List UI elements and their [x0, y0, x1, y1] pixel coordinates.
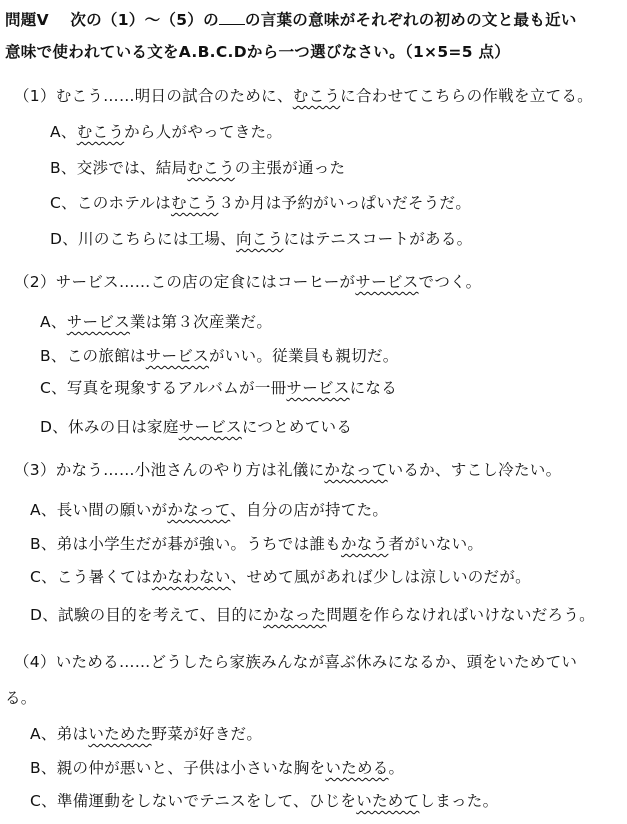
question-2-option-b: B、この旅館はサービスがいい。従業員も親切だ。 — [40, 347, 399, 365]
question-2-option-a: A、サービス業は第３次産業だ。 — [40, 313, 273, 331]
question-4-stem-continued: る。 — [5, 689, 37, 707]
question-1-option-d: D、川のこちらには工場、向こうにはテニスコートがある。 — [50, 230, 473, 248]
question-1-option-a: A、むこうから人がやってきた。 — [50, 123, 283, 141]
question-3-option-b: B、弟は小学生だが碁が強い。うちでは誰もかなう者がいない。 — [30, 535, 484, 553]
question-4-option-c: C、準備運動をしないでテニスをして、ひじをいためてしまった。 — [30, 792, 499, 810]
problem-label: 問題Ⅴ — [5, 11, 49, 29]
question-4-option-a: A、弟はいためた野菜が好きだ。 — [30, 725, 263, 743]
blank-line — [219, 10, 245, 25]
question-1-option-c: C、このホテルはむこう３か月は予約がいっぱいだそうだ。 — [50, 194, 472, 212]
question-3-option-a: A、長い間の願いがかなって、自分の店が持てた。 — [30, 501, 389, 519]
question-4-stem: （4）いためる……どうしたら家族みんなが喜ぶ休みになるか、頭をいためてい — [14, 653, 578, 671]
question-1-stem: （1）むこう……明日の試合のために、むこうに合わせてこちらの作戦を立てる。 — [14, 87, 593, 105]
question-3-option-c: C、こう暑くてはかなわない、せめて風があれば少しは涼しいのだが。 — [30, 568, 531, 586]
question-3-option-d: D、試験の目的を考えて、目的にかなった問題を作らなければいけないだろう。 — [30, 606, 595, 624]
question-4-option-b: B、親の仲が悪いと、子供は小さいな胸をいためる。 — [30, 759, 405, 777]
question-3-stem: （3）かなう……小池さんのやり方は礼儀にかなっているか、すこし冷たい。 — [14, 461, 562, 479]
instruction-line-1: 問題Ⅴ 次の（1）～（5）の の言葉の意味がそれぞれの初めの文と最も近い — [5, 11, 577, 29]
question-1-option-b: B、交渉では、結局むこうの主張が通った — [50, 159, 346, 177]
instruction-line-2: 意味で使われている文をA.B.C.Dから一つ選びなさい。（1×5=5 点） — [5, 43, 511, 61]
question-2-stem: （2）サービス……この店の定食にはコーヒーがサービスでつく。 — [14, 273, 482, 291]
question-2-option-c: C、写真を現象するアルバムが一冊サービスになる — [40, 379, 398, 397]
question-2-option-d: D、休みの日は家庭サービスにつとめている — [40, 418, 353, 436]
